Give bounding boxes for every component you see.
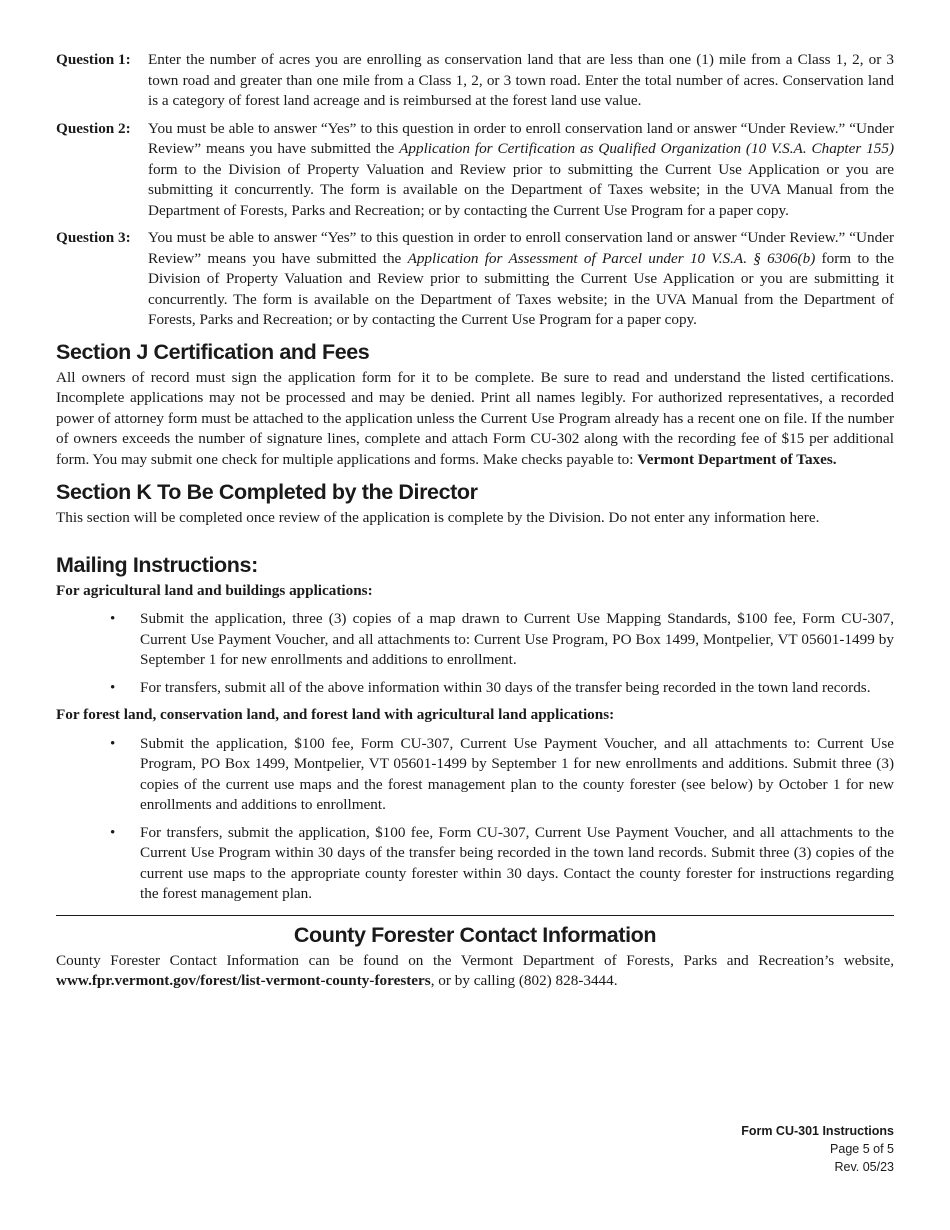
question-text-part: You must be able to answer “Yes” to this question in order to enroll conservation land or answer “Under Review.” “Under Review” means you have submitted the [148, 119, 894, 157]
page-footer [741, 1122, 894, 1176]
mailing-bullet [56, 678, 894, 699]
question-text-part: form to the Division of Property Valuation and Review prior to submitting the Current Use Application or you are submitting it concurrently. The form is available on the Department of Taxes website; in the UVA Manual from the Department of Forests, Parks and Recreation; or by contacting the Current Use Program for a paper copy. [148, 249, 894, 328]
mailing-bullet-text: For transfers, submit the application, $100 fee, Form CU-307, Current Use Payment Voucher, and all attachments to the Current Use Program within 30 days of the transfer being recorded in the town land records. Submit three (3) copies of the current use maps to the appropriate county forester within 30 days. Contact the county forester for instructions regarding the forest management plan. [140, 823, 894, 902]
question-2 [56, 119, 894, 222]
page-content [56, 50, 894, 992]
question-1 [56, 50, 894, 112]
mailing-bullet-list [56, 734, 894, 905]
section-j-body: All owners of record must sign the application form for it to be complete. Be sure to read and understand the listed certifications. Incomplete applications may not be processed and may be denied. Print all names legibly. For authorized representatives, a recorded power of attorney form must be attached to the application unless the Current Use Program already has a recent one on file. If the number of owners exceeds the number of signature lines, complete and attach Form CU-302 along with the recording fee of $15 per additional form. You may submit one check for multiple applications and forms. Make checks payable to: Vermont Department of Taxes. [56, 368, 894, 468]
mailing-bullet-list [56, 609, 894, 698]
question-text [148, 119, 894, 222]
payee-name: Vermont Department of Taxes. [637, 450, 837, 468]
mailing-bullet-text: Submit the application, three (3) copies of a map drawn to Current Use Mapping Standards, $100 fee, Form CU-307, Current Use Payment Voucher, and all attachments to: Current Use Program, PO Box 1499, Montpelier, VT 05601-1499 by September 1 for new enrollments and additions to enrollment. [140, 610, 894, 668]
county-body: County Forester Contact Information can be found on the Vermont Department of Forests, Parks and Recreation’s website, www.fpr.vermont.gov/forest/list-vermont-county-foresters, or by calling (802) 828-3444. [56, 951, 894, 989]
mailing-bullet [56, 609, 894, 671]
page-number: Page 5 of 5 [830, 1142, 894, 1156]
question-3 [56, 228, 894, 331]
section-k-body: This section will be completed once review of the application is complete by the Division. Do not enter any information here. [56, 509, 820, 526]
mailing-group-title: For forest land, conservation land, and forest land with agricultural land applications: [56, 706, 615, 723]
mailing-bullet [56, 734, 894, 816]
mailing-group-title: For agricultural land and buildings applications: [56, 581, 373, 599]
mailing-groups [56, 581, 894, 905]
question-text-part: Enter the number of acres you are enrolling as conservation land that are less than one (1) mile from a Class 1, 2, or 3 town road and greater than one mile from a Class 1, 2, or 3 town road. Enter the total number of acres. Conservation land is a category of forest land acreage and is reimbursed at the forest land use value. [148, 51, 894, 109]
bullet-icon: • [110, 734, 116, 752]
mailing-bullet-text: For transfers, submit all of the above information within 30 days of the transfer being recorded in the town land records. [140, 678, 871, 696]
form-name: Form CU-301 Instructions [741, 1124, 894, 1138]
form-title: Application for Certification as Qualified Organization (10 V.S.A. Chapter 155) [399, 140, 895, 157]
divider [56, 915, 894, 916]
bullet-icon: • [110, 678, 116, 696]
county-heading: County Forester Contact Information [293, 922, 657, 947]
question-text [148, 50, 894, 112]
question-text-part: You must be able to answer “Yes” to this question in order to enroll conservation land or answer “Under Review.” “Under Review” means you have submitted the [148, 229, 894, 267]
section-j-heading: Section J Certification and Fees [56, 339, 370, 364]
mailing-heading: Mailing Instructions: [56, 552, 258, 577]
question-text [148, 228, 894, 331]
bullet-icon: • [110, 823, 116, 841]
form-title: Application for Assessment of Parcel under 10 V.S.A. § 6306(b) [407, 249, 816, 267]
county-foresters-link[interactable]: www.fpr.vermont.gov/forest/list-vermont-county-foresters [56, 972, 431, 989]
mailing-bullet [56, 823, 894, 905]
question-label: Question 1: [56, 51, 131, 68]
bullet-icon: • [110, 610, 116, 627]
question-list [56, 50, 894, 331]
section-k-heading: Section K To Be Completed by the Director [56, 480, 478, 504]
mailing-bullet-text: Submit the application, $100 fee, Form CU-307, Current Use Payment Voucher, and all attachments to: Current Use Program, PO Box 1499, Montpelier, VT 05601-1499 by September 1 for new enrollments and additions. Submit three (3) copies of the current use maps and the forest management plan to the county forester (see below) by October 1 for new enrollments and additions to enrollment. [140, 734, 894, 813]
question-label: Question 3: [56, 229, 131, 246]
question-label: Question 2: [56, 119, 131, 137]
revision-date: Rev. 05/23 [834, 1160, 894, 1174]
question-text-part: form to the Division of Property Valuation and Review prior to submitting the Current Use Application or you are submitting it concurrently. The form is available on the Department of Taxes website; in the UVA Manual from the Department of Forests, Parks and Recreation; or by contacting the Current Use Program for a paper copy. [148, 160, 894, 219]
